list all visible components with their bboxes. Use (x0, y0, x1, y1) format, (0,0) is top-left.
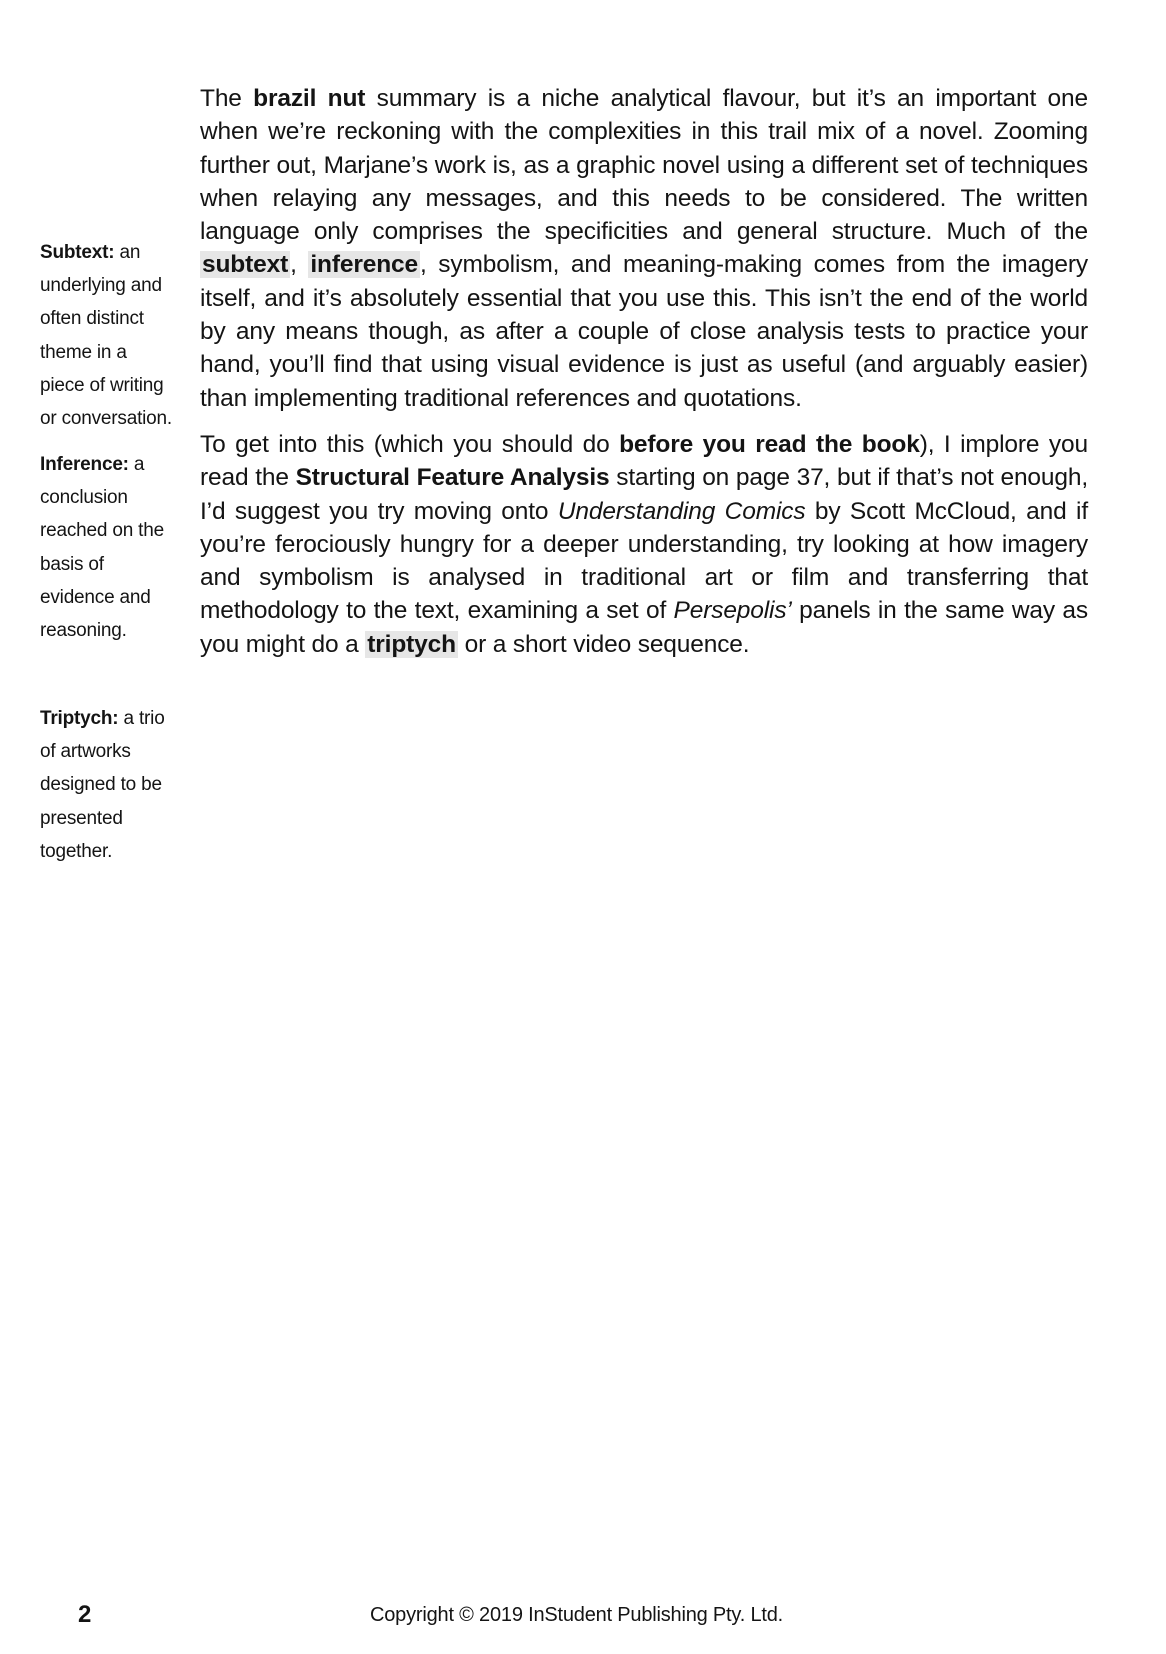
text-run: ), I implore you read the (200, 430, 1088, 492)
text-run: starting on page 37, but if that’s not enough, I’d suggest you try moving onto (200, 464, 1088, 525)
glossary-definition: a trio (118, 708, 165, 729)
text-run: by Scott McCloud, and if you’re ferociously hungry for a deeper understanding, try looking at how imagery and symbolism is analysed in traditional art or film and transferring that methodology to the text, examining a set of (200, 497, 1088, 625)
text-run: , (290, 251, 309, 279)
glossary-line: designed to be (40, 774, 162, 796)
bold-term-brazil-nut: brazil nut (253, 85, 366, 112)
italic-title-persepolis: Persepolis’ (673, 597, 792, 625)
copyright-notice: Copyright © 2019 InStudent Publishing Pty. Ltd. (370, 1604, 784, 1626)
glossary-entry-subtext (40, 236, 190, 435)
glossary-line: often distinct (40, 308, 144, 330)
glossary-line: evidence and (40, 586, 151, 608)
glossary-term: Inference: (40, 454, 129, 475)
glossary-line: basis of (40, 553, 104, 575)
highlighted-term-inference: inference (310, 251, 418, 279)
glossary-entry-triptych (40, 702, 190, 868)
text-run: panels in the same way as you might do a (200, 597, 1088, 658)
text-run: , symbolism, and meaning-making comes from the imagery itself, and it’s absolutely essential that you use this. This isn’t the end of the world by any means though, as after a couple of close analysis tests to practice your hand, you’ll find that using visual evidence is just as useful (and arguably easier) than implementing traditional references and quotations. (200, 251, 1088, 412)
glossary-line: conclusion (40, 487, 128, 509)
glossary-term: Triptych: (40, 708, 119, 729)
text-run: or a short video sequence. (457, 630, 750, 658)
glossary-line: presented (40, 807, 123, 829)
glossary-line (40, 702, 190, 735)
glossary-line: of artworks (40, 741, 131, 763)
page-number: 2 (78, 1601, 92, 1628)
paragraph-2 (200, 428, 1088, 661)
italic-title-understanding-comics: Understanding Comics (557, 497, 806, 525)
body-text (200, 82, 1088, 661)
glossary-line: or conversation. (40, 408, 172, 430)
glossary-line: reached on the (40, 520, 164, 542)
glossary-definition: a (128, 454, 145, 475)
glossary-term: Subtext: (40, 242, 115, 263)
highlighted-term-subtext: subtext (202, 251, 289, 279)
glossary-line: together. (40, 840, 113, 862)
text-run: summary is a niche analytical flavour, but it’s an important one when we’re reckoning with the complexities in this trail mix of a novel. Zooming further out, Marjane’s work is, as a graphic novel using a different set of techniques when relaying any messages, and this needs to be considered. The written language only comprises the specificities and general structure. Much of the (200, 85, 1088, 246)
glossary-line: underlying and (40, 275, 162, 297)
glossary-line (40, 448, 190, 481)
text-run: To get into this (which you should do (200, 430, 620, 458)
glossary-entry-inference (40, 448, 190, 647)
bold-phrase-structural-feature-analysis: Structural Feature Analysis (295, 464, 610, 492)
glossary-line: reasoning. (40, 620, 127, 642)
glossary-definition: an (114, 242, 141, 263)
glossary-line: piece of writing (40, 374, 164, 396)
bold-phrase-before-you-read: before you read the book (619, 430, 920, 458)
paragraph-1 (200, 82, 1088, 415)
highlighted-term-triptych: triptych (367, 630, 456, 658)
text-run: The (200, 85, 254, 112)
glossary-line: theme in a (40, 341, 127, 363)
glossary-line (40, 236, 190, 269)
